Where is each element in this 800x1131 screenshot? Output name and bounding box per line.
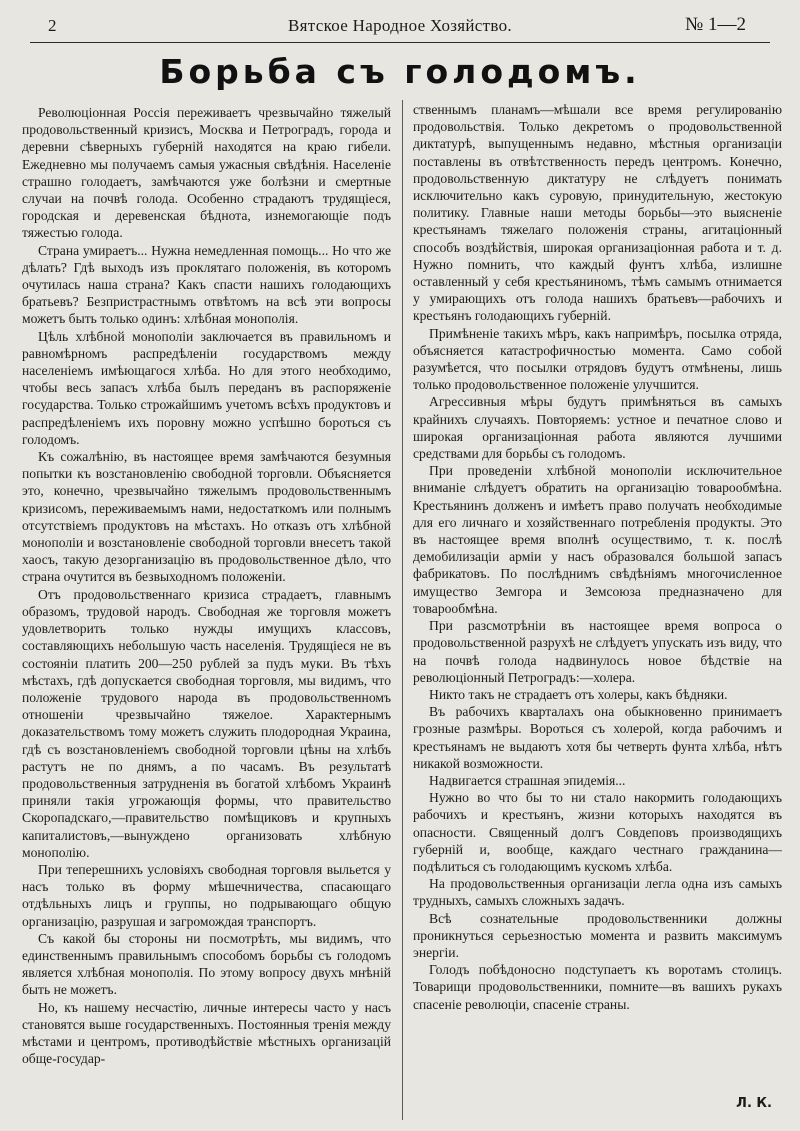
paragraph: Отъ продовольственнаго кризиса страдаетъ, главнымъ образомъ, трудовой народъ. Свободная же торговля можетъ удовлетворить только нужды имущихъ классовъ, составляющихъ небольшую часть населенія. Трудящіеся не въ состояніи платить 200—250 рублей за пудъ муки. Въ тѣхъ мѣстахъ, гдѣ допускается свободная торговля, мы видимъ, что положеніе трудового народа въ продовольственномъ отношеніи чрезвычайно тяжелое. Характернымъ доказательствомъ тому можетъ служить плодородная Украина, гдѣ съ возстановленіемъ свободной торговли цѣны на хлѣбъ растутъ не по днямъ, а по часамъ. Въ результатѣ продовольственныя затрудненія въ богатой хлѣбомъ Украинѣ приняли такія угрожающія формы, что правительство Скоропадскаго,—правительство помѣщиковъ и крупныхъ капиталистовъ,—вынуждено организовать хлѣбную монополію. xyxy=(22,586,391,860)
paragraph: Никто такъ не страдаетъ отъ холеры, какъ бѣдняки. xyxy=(429,686,728,702)
paragraph: Революціонная Россія переживаетъ чрезвычайно тяжелый продовольственный кризисъ, Москва и Петроградъ, города и деревни сѣверныхъ губерній находятся на краю гибели. Ежедневно мы получаемъ самыя ужасныя свѣдѣнія. Населеніе страшно голодаетъ, замѣчаются уже болѣзни и смертные случаи на почвѣ голода. Особенно страдаютъ трудящіеся, городская и деревенская бѣднота, изнемогающіе подъ тяжестью голода. xyxy=(22,105,391,241)
paragraph: Страна умираетъ... Нужна немедленная помощь... Но что же дѣлать? Гдѣ выходъ изъ проклятаго положенія, въ которомъ очутилась наша страна? Какъ спасти нашихъ голодающихъ братьевъ? Безпристрастнымъ отвѣтомъ на всѣ эти вопросы можетъ быть только одинъ: хлѣбная монополія. xyxy=(22,242,391,327)
paragraph: Всѣ сознательные продовольственники должны проникнуться серьезностью момента и развить максимумъ энергіи. xyxy=(413,910,782,960)
column-divider xyxy=(402,100,403,1120)
paragraph: Нужно во что бы то ни стало накормить голодающихъ рабочихъ и крестьянъ, жизни которыхъ находятся въ опасности. Священный долгъ Совдеповъ производящихъ губерній и, вообще, каждаго честнаго гражданина—подѣлиться съ голодающимъ кускомъ хлѣба. xyxy=(413,790,782,874)
paragraph: ственнымъ планамъ—мѣшали все время регулированію продовольствія. Только декретомъ о продовольственной диктатурѣ, выпущеннымъ недавно, мѣстныя организаціи поставлены въ отвѣтственность передъ центромъ. Конечно, продовольственную диктатуру не слѣдуетъ понимать исключительно какъ суровую, принудительную, жестокую политику. Главные наши методы борьбы—это выясненіе крестьянамъ тяжелаго положенія страны, агитаціонный способъ воздѣйствія, широкая организаціонная работа и т. д. Нужно помнить, что каждый фунтъ хлѣба, излишне оставленный у себя крестьяниномъ, тѣмъ самымъ отнимается у умирающихъ отъ голода нашихъ братьевъ—рабочихъ и крестьянъ голодающихъ губерній. xyxy=(413,102,782,324)
paragraph: Въ рабочихъ кварталахъ она обыкновенно принимаетъ грозные размѣры. Вороться съ холерой, когда рабочимъ и крестьянамъ не выдаютъ хотя бы четверть фунта хлѣба, нѣтъ никакой возможности. xyxy=(413,704,782,771)
journal-title: Вятское Народное Хозяйство. xyxy=(288,16,512,35)
paragraph: Но, къ нашему несчастію, личные интересы часто у насъ становятся выше государственныхъ. Постоянныя тренія между мѣстами и центромъ, противодѣйствіе мѣстныхъ организацій обще-государ- xyxy=(22,999,391,1067)
page-header xyxy=(30,12,770,43)
paragraph: Агрессивныя мѣры будутъ примѣняться въ самыхъ крайнихъ случаяхъ. Повторяемъ: устное и печатное слово и широкая организаціонная работа являются лучшими средствами для борьбы съ голодомъ. xyxy=(413,394,782,462)
issue-number: № 1—2 xyxy=(685,14,746,35)
right-column xyxy=(413,101,782,1013)
article-title: Борьба съ голодомъ. xyxy=(159,52,641,91)
page-number: 2 xyxy=(48,16,57,35)
paragraph: На продовольственныя организаціи легла одна изъ самыхъ трудныхъ, самыхъ сложныхъ задачъ. xyxy=(413,876,782,909)
author-signature: Л. К. xyxy=(736,1096,772,1111)
paragraph: Надвигается страшная эпидемія... xyxy=(429,772,626,788)
paragraph: При теперешнихъ условіяхъ свободная торговля выльется у насъ только въ форму мѣшечничества, спасающаго отдѣльныхъ лицъ и группы, но подрывающаго общую организацію, разрушая и загромождая транспортъ. xyxy=(22,861,391,929)
paragraph: Голодъ побѣдоносно подступаетъ къ воротамъ столицъ. Товарищи продовольственники, помните—въ вашихъ рукахъ спасеніе революціи, спасеніе страны. xyxy=(413,962,782,1012)
paragraph: Съ какой бы стороны ни посмотрѣть, мы видимъ, что единственнымъ правильнымъ способомъ борьбы съ голодомъ является хлѣбная монополія. По этому вопросу двухъ мнѣній быть не можетъ. xyxy=(22,930,391,998)
paragraph: Цѣль хлѣбной монополіи заключается въ правильномъ и равномѣрномъ распредѣленіи государствомъ между населеніемъ имѣющагося хлѣба. Но для этого необходимо, чтобы весь запасъ хлѣба былъ переданъ въ распоряженіе государства. Только строжайшимъ учетомъ всѣхъ продуктовъ и распредѣленіемъ ихъ поровну можно успѣшно бороться съ голодомъ. xyxy=(22,328,391,447)
paragraph: Примѣненіе такихъ мѣръ, какъ напримѣръ, посылка отряда, объясняется катастрофичностью момента. Само собой разумѣется, что посылки отрядовъ будутъ отмѣнены, лишь только продовольственное положеніе улучшится. xyxy=(413,325,782,393)
left-column xyxy=(22,104,391,1067)
paragraph: Къ сожалѣнію, въ настоящее время замѣчаются безумныя попытки къ возстановленію свободной торговли. Объясняется это, конечно, чрезвычайно тяжелымъ продовольственнымъ кризисомъ, переживаемымъ нами, недостаткомъ или полнымъ отсутствіемъ продуктовъ на мѣстахъ. Но отказъ отъ хлѣбной монополіи и возстановленіе свободной торговли внесетъ такой хаосъ, такую дезорганизацію въ продовольственное дѣло, что страна очутится въ безвыходномъ положеніи. xyxy=(22,449,391,585)
paragraph: При проведеніи хлѣбной монополіи исключительное вниманіе слѣдуетъ обратить на организацію товарообмѣна. Крестьянинъ долженъ и имѣетъ право получать необходимые для его личнаго и хозяйственнаго потребленія продукты. Это въ настоящее время вполнѣ осуществимо, т. к. послѣ демобилизаціи арміи у насъ образовался большой запасъ фабрикатовъ. По послѣднимъ свѣдѣніямъ многочисленное имущество Земгора и Земсоюза предназначено для товарообмѣна. xyxy=(413,463,782,616)
paragraph: При разсмотрѣніи въ настоящее время вопроса о продовольственной разрухѣ не слѣдуетъ упускать изъ виду, что на почвѣ голода надвинулось новое бѣдствіе на революціонный Петроградъ:—холера. xyxy=(413,618,782,685)
